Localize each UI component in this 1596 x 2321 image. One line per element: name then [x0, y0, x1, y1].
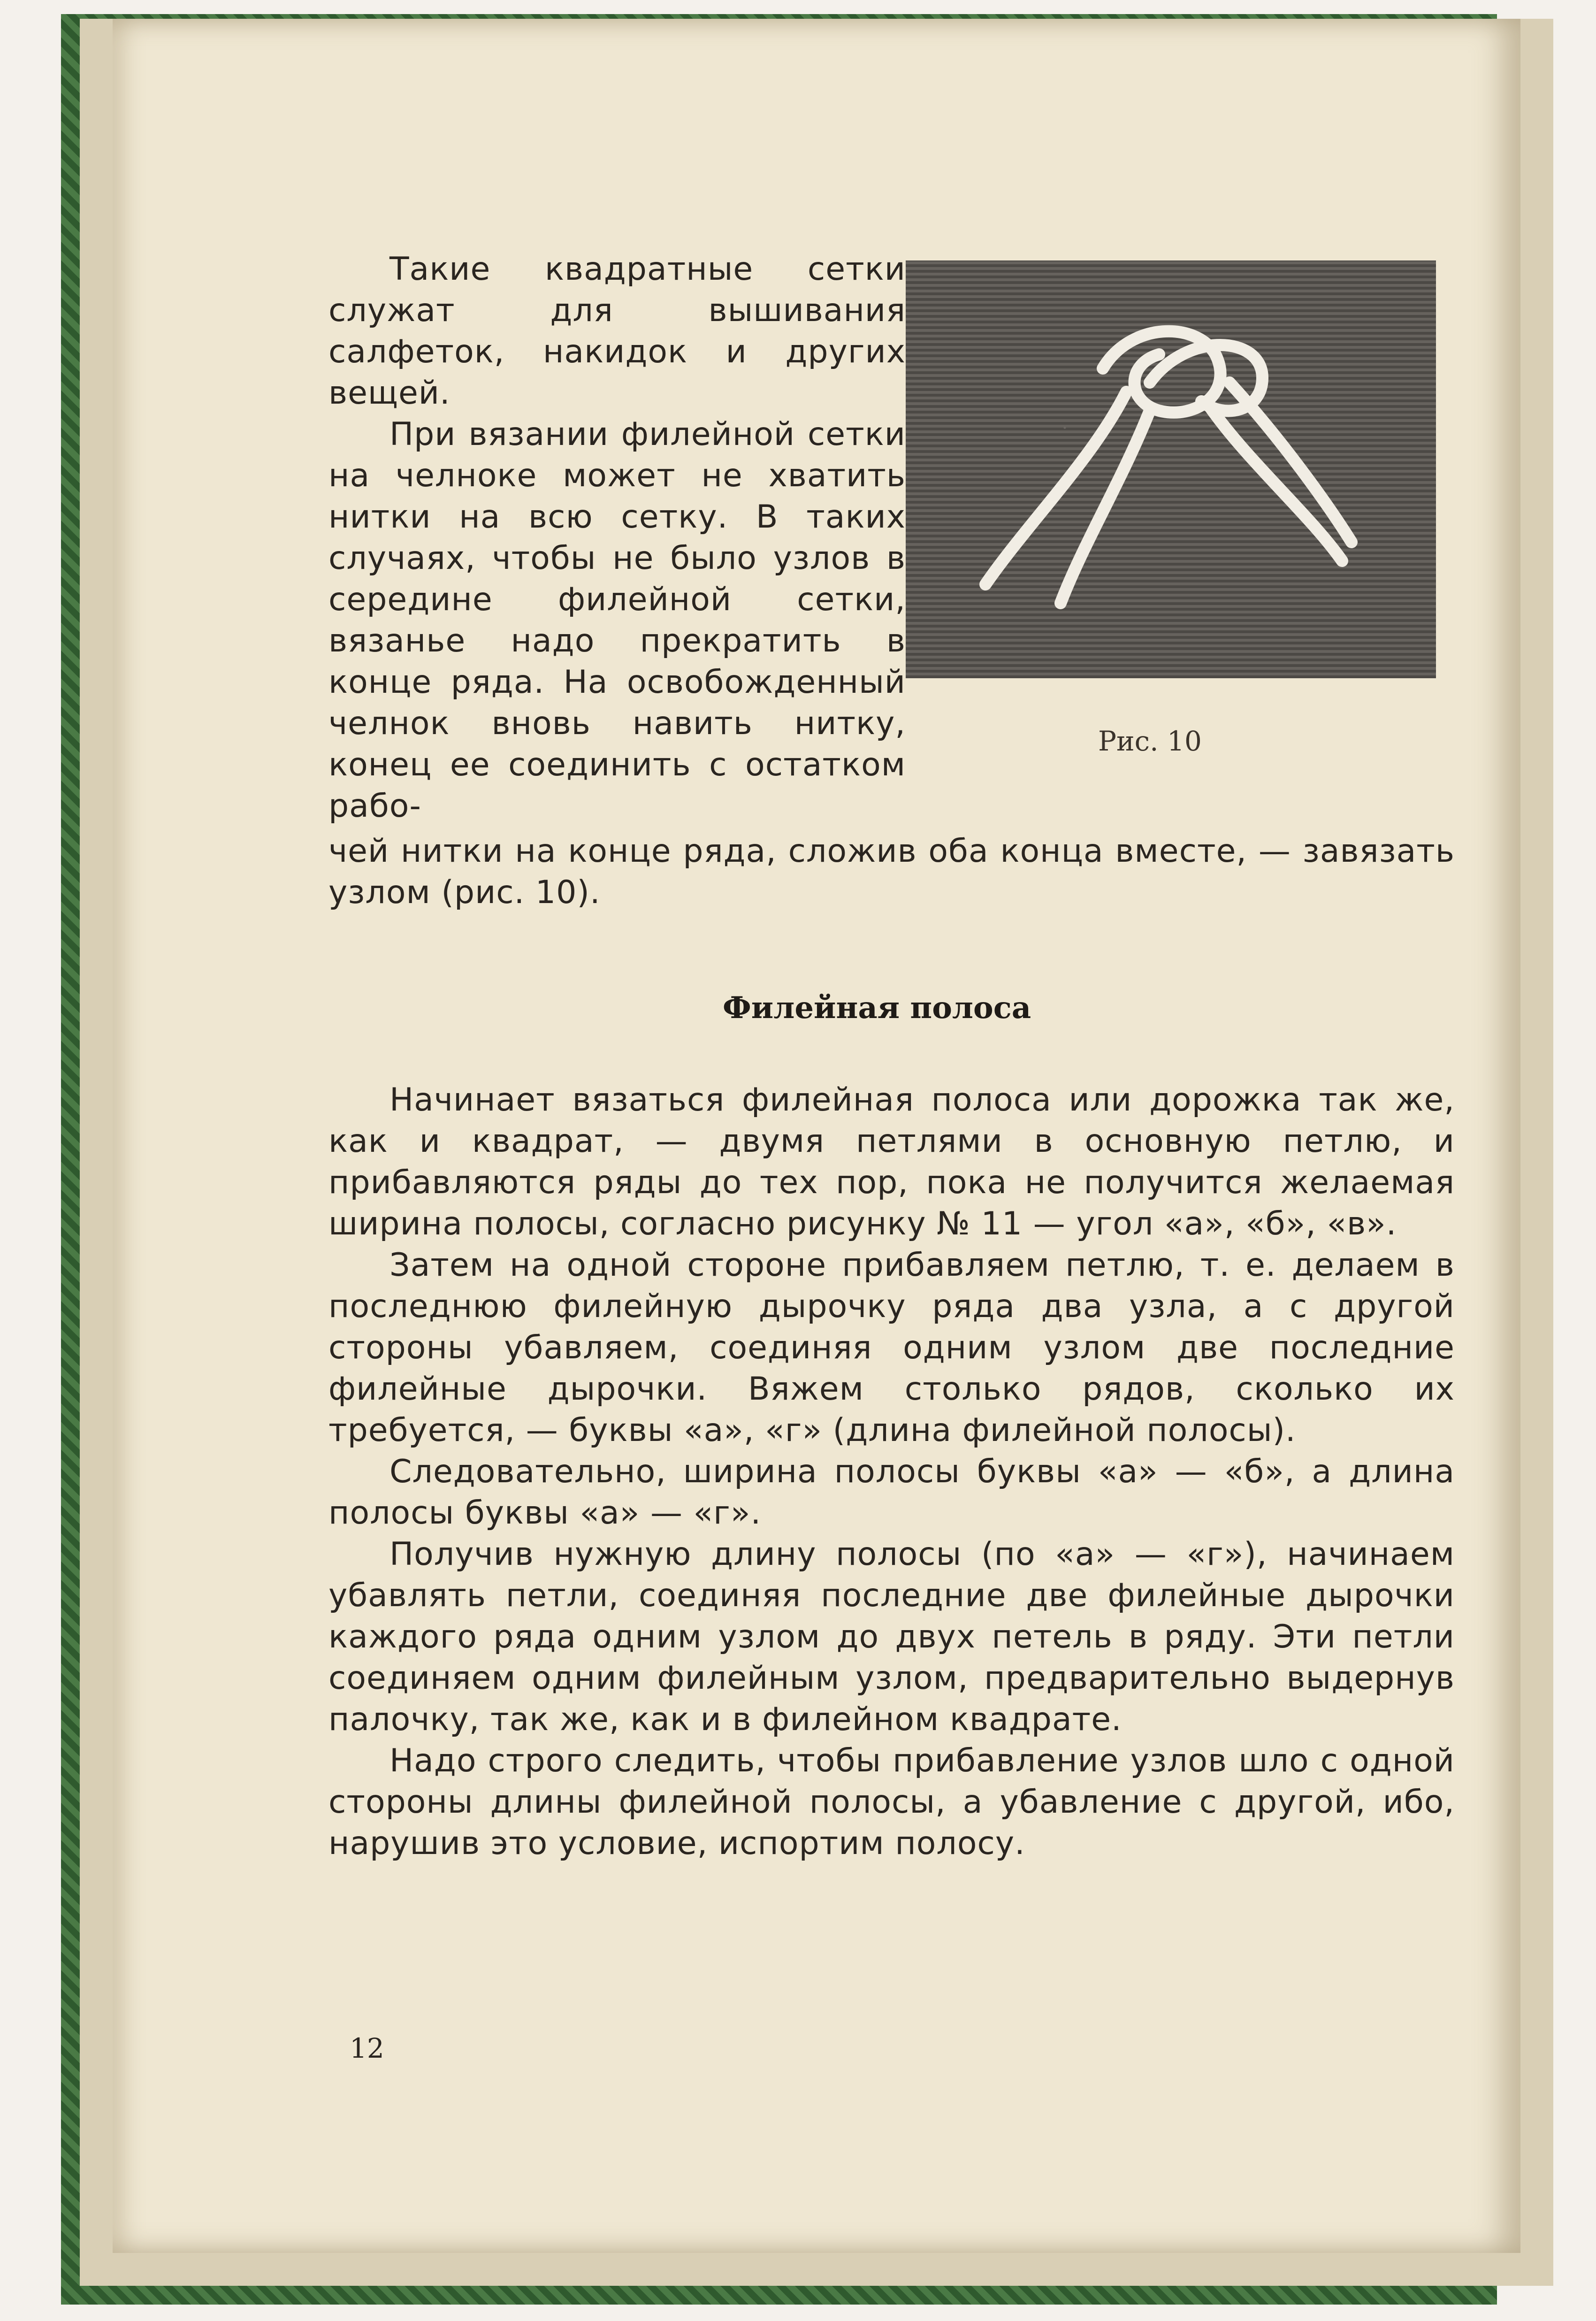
- figure-caption: Рис. 10: [1098, 725, 1202, 757]
- text-wide-line: [328, 831, 1455, 913]
- section-heading: Филейная полоса: [723, 990, 1031, 1026]
- page-number: 12: [350, 2032, 384, 2064]
- paragraph: Такие квадратные сетки служат для вышивания салфеток, накидок и других вещей.: [328, 251, 906, 412]
- paragraph: При вязании филейной сетки на челноке может не хватить нитки на всю сетку. В таких случаях, чтобы не было узлов в середине филейной сетки, вязанье надо прекратить в конце ряда. На освобожденный челнок вновь навить нитку, конец ее соединить с остатком рабо-: [328, 416, 906, 825]
- paragraph: чей нитки на конце ряда, сложив оба конца вместе, — завязать узлом (рис. 10).: [328, 833, 1455, 911]
- paragraph: Затем на одной стороне прибавляем петлю, т. е. делаем в последнюю филейную дырочку ряда два узла, а с другой стороны убавляем, соединяя одним узлом две последние филейные дырочки. Вяжем столько рядов, сколько их требуется, — буквы «а», «г» (длина филейной полосы).: [328, 1247, 1455, 1449]
- paragraph: Получив нужную длину полосы (по «а» — «г»), начинаем убавлять петли, соединяя последние две филейные дырочки каждого ряда одним узлом до двух петель в ряду. Эти петли соединяем одним филейным узлом, предварительно выдернув палочку, так же, как и в филейном квадрате.: [328, 1536, 1455, 1738]
- paragraph: Начинает вязаться филейная полоса или дорожка так же, как и квадрат, — двумя петлями в основную петлю, и прибавляются ряды до тех пор, пока не получится желаемая ширина полосы, согласно рисунку № 11 — угол «а», «б», «в».: [328, 1081, 1455, 1242]
- figure-knot-photo: [906, 260, 1436, 678]
- text-column-narrow: [328, 249, 906, 827]
- knot-illustration: [906, 260, 1436, 678]
- paragraph: Следовательно, ширина полосы буквы «а» — «б», а длина полосы буквы «а» — «г».: [328, 1453, 1455, 1532]
- text-body: [328, 1080, 1455, 1864]
- paragraph: Надо строго следить, чтобы прибавление узлов шло с одной стороны длины филейной полосы, а убавление с другой, ибо, нарушив это условие, испортим полосу.: [328, 1742, 1455, 1862]
